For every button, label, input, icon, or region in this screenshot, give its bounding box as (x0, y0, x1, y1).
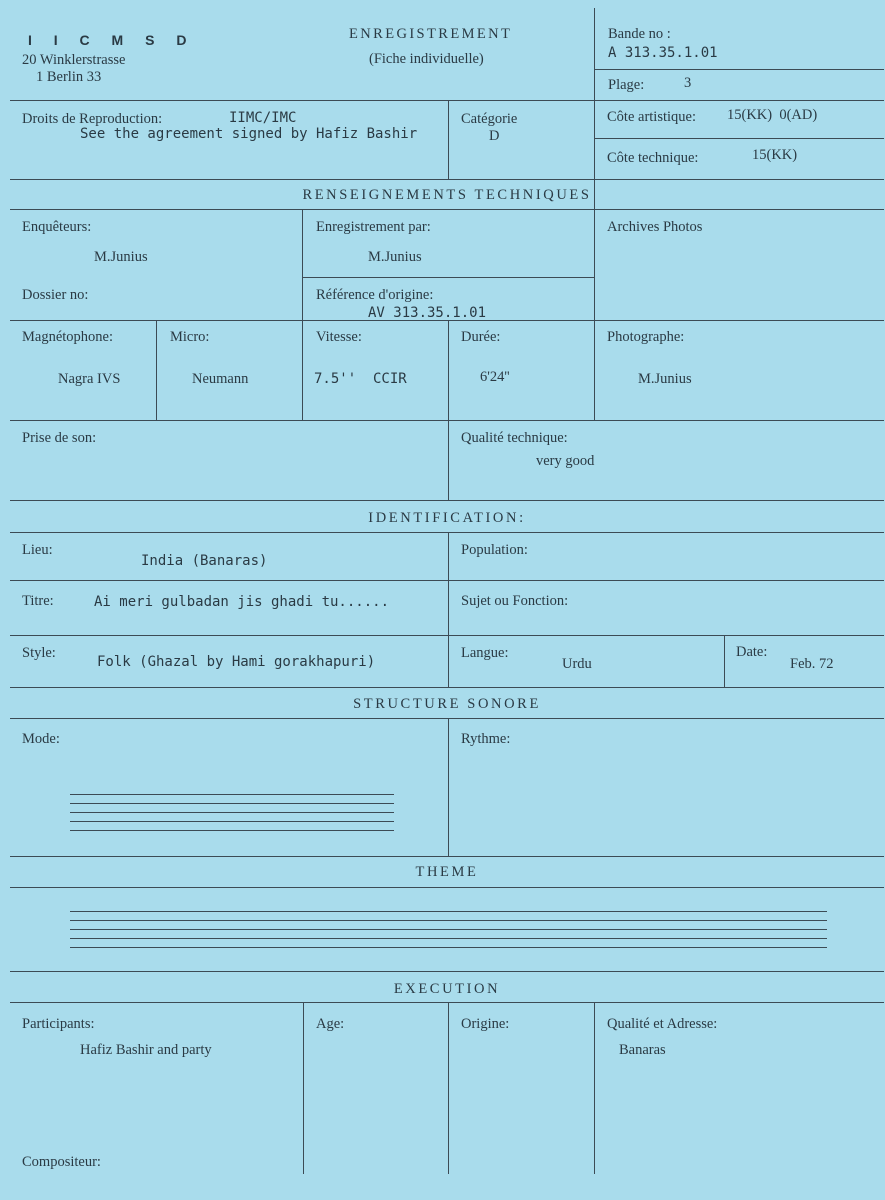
divider (10, 532, 884, 533)
rights-note: See the agreement signed by Hafiz Bashir (80, 126, 418, 142)
form-subtitle: (Fiche individuelle) (369, 51, 484, 67)
compositeur-label: Compositeur: (22, 1154, 101, 1170)
divider (10, 209, 884, 210)
rythme-label: Rythme: (461, 731, 511, 747)
dossier-label: Dossier no: (22, 287, 89, 303)
plage-value: 3 (684, 75, 692, 91)
lieu-value: India (Banaras) (141, 553, 268, 569)
duree-value: 6'24'' (480, 369, 510, 385)
section-heading-structure: STRUCTURE SONORE (353, 696, 541, 712)
ruled-line (70, 938, 827, 939)
cote-artistique-value: 15(KK) 0(AD) (727, 107, 818, 123)
titre-label: Titre: (22, 593, 54, 609)
divider (10, 856, 884, 857)
categorie-label: Catégorie (461, 111, 518, 127)
divider (10, 500, 884, 501)
magnetophone-label: Magnétophone: (22, 329, 114, 345)
cote-technique-label: Côte technique: (607, 150, 699, 166)
divider (10, 420, 884, 421)
qualite-technique-value: very good (536, 453, 595, 469)
divider (594, 1002, 595, 1174)
style-value: Folk (Ghazal by Hami gorakhapuri) (97, 654, 376, 670)
ruled-line (70, 812, 394, 813)
enregistrement-label: Enregistrement par: (316, 219, 431, 235)
divider (10, 971, 884, 972)
micro-value: Neumann (192, 371, 249, 387)
participants-label: Participants: (22, 1016, 95, 1032)
divider (302, 209, 303, 420)
address-city: 1 Berlin 33 (36, 69, 102, 85)
divider (448, 1002, 449, 1174)
lieu-label: Lieu: (22, 542, 53, 558)
divider (10, 580, 884, 581)
micro-label: Micro: (170, 329, 210, 345)
divider (302, 277, 594, 278)
cote-technique-value: 15(KK) (752, 147, 798, 163)
ruled-line (70, 794, 394, 795)
duree-label: Durée: (461, 329, 501, 345)
enregistrement-value: M.Junius (368, 249, 422, 265)
divider (303, 1002, 304, 1174)
population-label: Population: (461, 542, 528, 558)
langue-value: Urdu (562, 656, 592, 672)
section-heading-execution: EXECUTION (393, 981, 501, 997)
bande-label: Bande no : (608, 26, 671, 42)
divider (448, 100, 449, 179)
address-street: 20 Winklerstrasse (22, 52, 126, 68)
photographe-label: Photographe: (607, 329, 685, 345)
divider (10, 179, 884, 180)
vitesse-value: 7.5'' CCIR (314, 371, 407, 387)
org-logo: I I C M S D (28, 32, 196, 48)
reference-value: AV 313.35.1.01 (368, 305, 487, 321)
photographe-value: M.Junius (638, 371, 692, 387)
qualite-adresse-value: Banaras (619, 1042, 666, 1058)
prise-label: Prise de son: (22, 430, 97, 446)
cote-artistique-label: Côte artistique: (607, 109, 696, 125)
section-heading-identification: IDENTIFICATION: (368, 510, 526, 526)
style-label: Style: (22, 645, 56, 661)
ruled-line (70, 911, 827, 912)
divider (448, 320, 449, 500)
reference-label: Référence d'origine: (316, 287, 434, 303)
magnetophone-value: Nagra IVS (58, 371, 121, 387)
ruled-line (70, 830, 394, 831)
divider (594, 69, 884, 70)
form-title: ENREGISTREMENT (349, 26, 513, 42)
divider (724, 635, 725, 687)
enqueteurs-value: M.Junius (94, 249, 148, 265)
divider (10, 635, 884, 636)
divider (10, 100, 884, 101)
sujet-label: Sujet ou Fonction: (461, 593, 569, 609)
divider (10, 718, 884, 719)
divider (10, 1002, 884, 1003)
divider (10, 887, 884, 888)
section-heading-theme: THEME (415, 864, 479, 880)
divider (594, 8, 595, 320)
divider (594, 320, 595, 420)
date-value: Feb. 72 (790, 656, 834, 672)
rights-value: IIMC/IMC (229, 110, 297, 126)
ruled-line (70, 920, 827, 921)
plage-label: Plage: (608, 77, 645, 93)
categorie-value: D (489, 128, 500, 144)
ruled-line (70, 803, 394, 804)
divider (10, 687, 884, 688)
enqueteurs-label: Enquêteurs: (22, 219, 92, 235)
rights-label: Droits de Reproduction: (22, 111, 163, 127)
divider (448, 718, 449, 856)
ruled-line (70, 929, 827, 930)
origine-label: Origine: (461, 1016, 510, 1032)
vitesse-label: Vitesse: (316, 329, 362, 345)
ruled-line (70, 947, 827, 948)
langue-label: Langue: (461, 645, 509, 661)
divider (448, 532, 449, 687)
qualite-technique-label: Qualité technique: (461, 430, 568, 446)
section-heading-technique: RENSEIGNEMENTS TECHNIQUES (302, 187, 592, 203)
titre-value: Ai meri gulbadan jis ghadi tu...... (94, 594, 390, 610)
bande-value: A 313.35.1.01 (608, 45, 718, 61)
date-label: Date: (736, 644, 768, 660)
ruled-line (70, 821, 394, 822)
divider (156, 320, 157, 420)
archives-label: Archives Photos (607, 219, 703, 235)
participants-value: Hafiz Bashir and party (80, 1042, 212, 1058)
age-label: Age: (316, 1016, 345, 1032)
mode-label: Mode: (22, 731, 60, 747)
qualite-adresse-label: Qualité et Adresse: (607, 1016, 718, 1032)
divider (594, 138, 884, 139)
